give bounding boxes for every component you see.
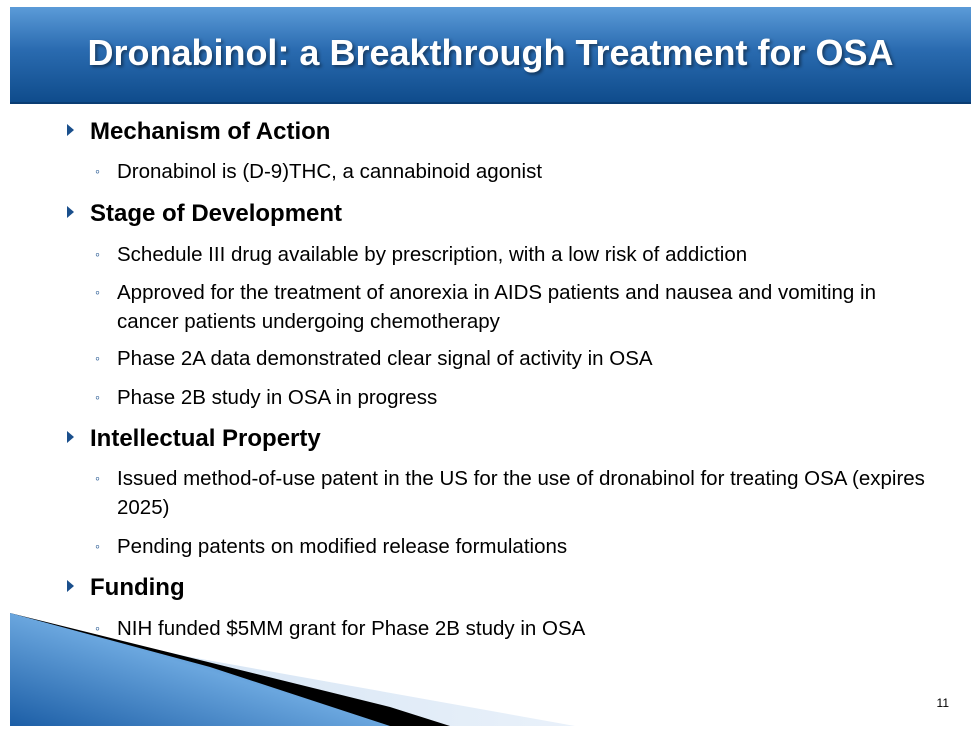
slide — [10, 7, 971, 726]
slide-content — [10, 7, 971, 726]
section-heading-funding: Funding — [90, 574, 185, 602]
hollow-circle-icon: ◦ — [95, 538, 100, 554]
hollow-circle-icon: ◦ — [95, 389, 100, 405]
list-item: ◦ Dronabinol is (D-9)THC, a cannabinoid agonist — [117, 157, 937, 186]
list-item: ◦ Approved for the treatment of anorexia in AIDS patients and nausea and vomiting in cancer patients undergoing chemotherapy — [117, 278, 937, 336]
hollow-circle-icon: ◦ — [95, 350, 100, 366]
hollow-circle-icon: ◦ — [95, 163, 100, 179]
triangle-right-icon — [67, 206, 74, 218]
hollow-circle-icon: ◦ — [95, 246, 100, 262]
list-item: ◦ Pending patents on modified release formulations — [117, 532, 937, 561]
hollow-circle-icon: ◦ — [95, 284, 100, 300]
list-item: ◦ Phase 2A data demonstrated clear signal of activity in OSA — [117, 344, 937, 373]
hollow-circle-icon: ◦ — [95, 620, 100, 636]
slide-title: Dronabinol: a Breakthrough Treatment for OSA — [87, 32, 894, 73]
list-item: ◦ NIH funded $5MM grant for Phase 2B study in OSA — [117, 614, 937, 643]
hollow-circle-icon: ◦ — [95, 470, 100, 486]
triangle-right-icon — [67, 431, 74, 443]
triangle-right-icon — [67, 124, 74, 136]
section-heading-ip: Intellectual Property — [90, 425, 321, 453]
page-number: 11 — [936, 696, 949, 710]
list-item: ◦ Issued method-of-use patent in the US for the use of dronabinol for treating OSA (expires 2025) — [117, 464, 937, 522]
section-heading-mechanism: Mechanism of Action — [90, 118, 330, 146]
section-heading-development: Stage of Development — [90, 200, 342, 228]
list-item: ◦ Phase 2B study in OSA in progress — [117, 383, 937, 412]
list-item: ◦ Schedule III drug available by prescription, with a low risk of addiction — [117, 240, 937, 269]
triangle-right-icon — [67, 580, 74, 592]
